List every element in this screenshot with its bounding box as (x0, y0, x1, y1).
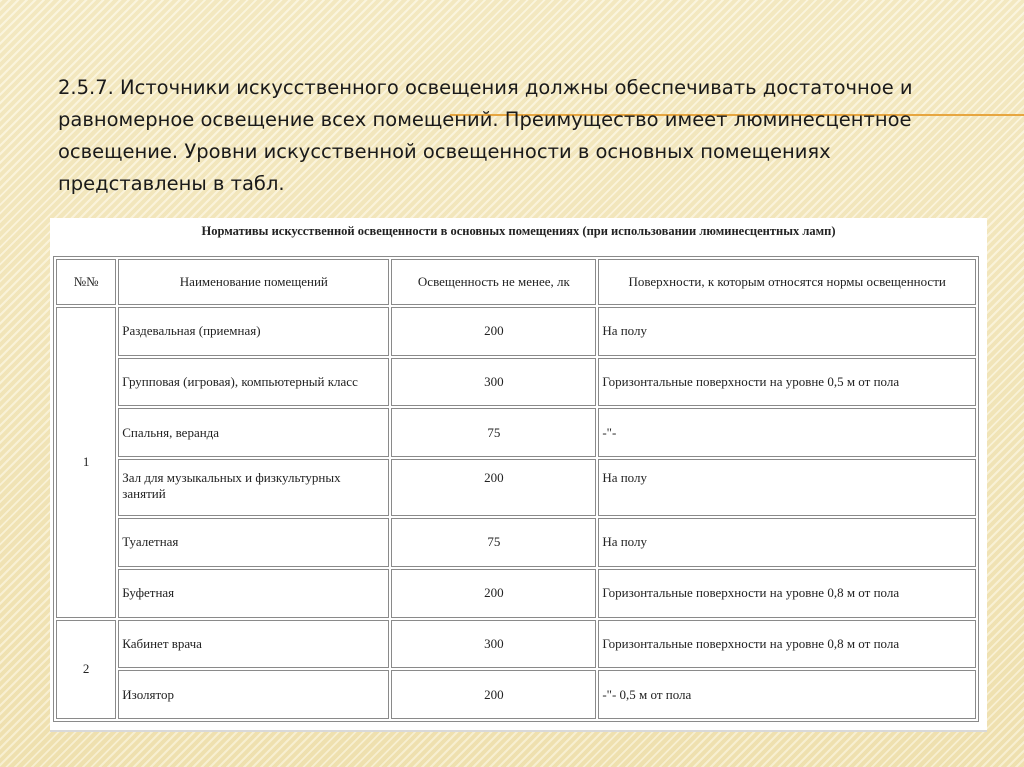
room-name-text: Зал для музыкальных и физкультурных занятий (122, 470, 341, 502)
table-row (56, 459, 976, 516)
table-row (56, 358, 976, 407)
surface-text: Горизонтальные поверхности на уровне 0,8 м от пола (598, 620, 976, 669)
room-name: Буфетная (118, 569, 389, 618)
lux-value: 75 (391, 408, 596, 457)
room-name: Изолятор (118, 670, 389, 719)
lighting-norms-table (53, 256, 979, 722)
table-row (56, 307, 976, 356)
lux-value: 200 (391, 307, 596, 356)
room-name (118, 459, 389, 516)
lux-value: 200 (391, 459, 596, 516)
room-name: Туалетная (118, 518, 389, 567)
surface-text: Горизонтальные поверхности на уровне 0,5 м от пола (598, 358, 976, 407)
table-caption: Нормативы искусственной освещенности в основных помещениях (при использовании люминесцентных ламп) (201, 224, 836, 238)
surface-text: Горизонтальные поверхности на уровне 0,8 м от пола (598, 569, 976, 618)
header-surface: Поверхности, к которым относятся нормы освещенности (598, 259, 976, 305)
group-number: 1 (56, 307, 116, 618)
header-number: №№ (56, 259, 116, 305)
surface-text: На полу (598, 307, 976, 356)
table-row (56, 569, 976, 618)
slide-paragraph: 2.5.7. Источники искусственного освещения должны обеспечивать достаточное и равномерное освещение всех помещений. Преимущество имеет люминесцентное освещение. Уровни искусственной освещенности в основных помещениях представлены в табл. (58, 76, 913, 195)
table-panel (50, 218, 987, 732)
surface-text: -"- 0,5 м от пола (598, 670, 976, 719)
header-room: Наименование помещений (118, 259, 389, 305)
room-name: Спальня, веранда (118, 408, 389, 457)
room-name: Кабинет врача (118, 620, 389, 669)
surface-text: На полу (598, 518, 976, 567)
table-row (56, 670, 976, 719)
group-number: 2 (56, 620, 116, 719)
table-row (56, 408, 976, 457)
table-row (56, 620, 976, 669)
table-header-row (56, 259, 976, 305)
room-name: Раздевальная (приемная) (118, 307, 389, 356)
table-row (56, 518, 976, 567)
surface-text: На полу (598, 459, 976, 516)
surface-text: -"- (598, 408, 976, 457)
lux-value: 200 (391, 569, 596, 618)
lux-value: 75 (391, 518, 596, 567)
lux-value: 300 (391, 620, 596, 669)
header-lux: Освещенность не менее, лк (391, 259, 596, 305)
room-name: Групповая (игровая), компьютерный класс (118, 358, 389, 407)
lux-value: 200 (391, 670, 596, 719)
lux-value: 300 (391, 358, 596, 407)
